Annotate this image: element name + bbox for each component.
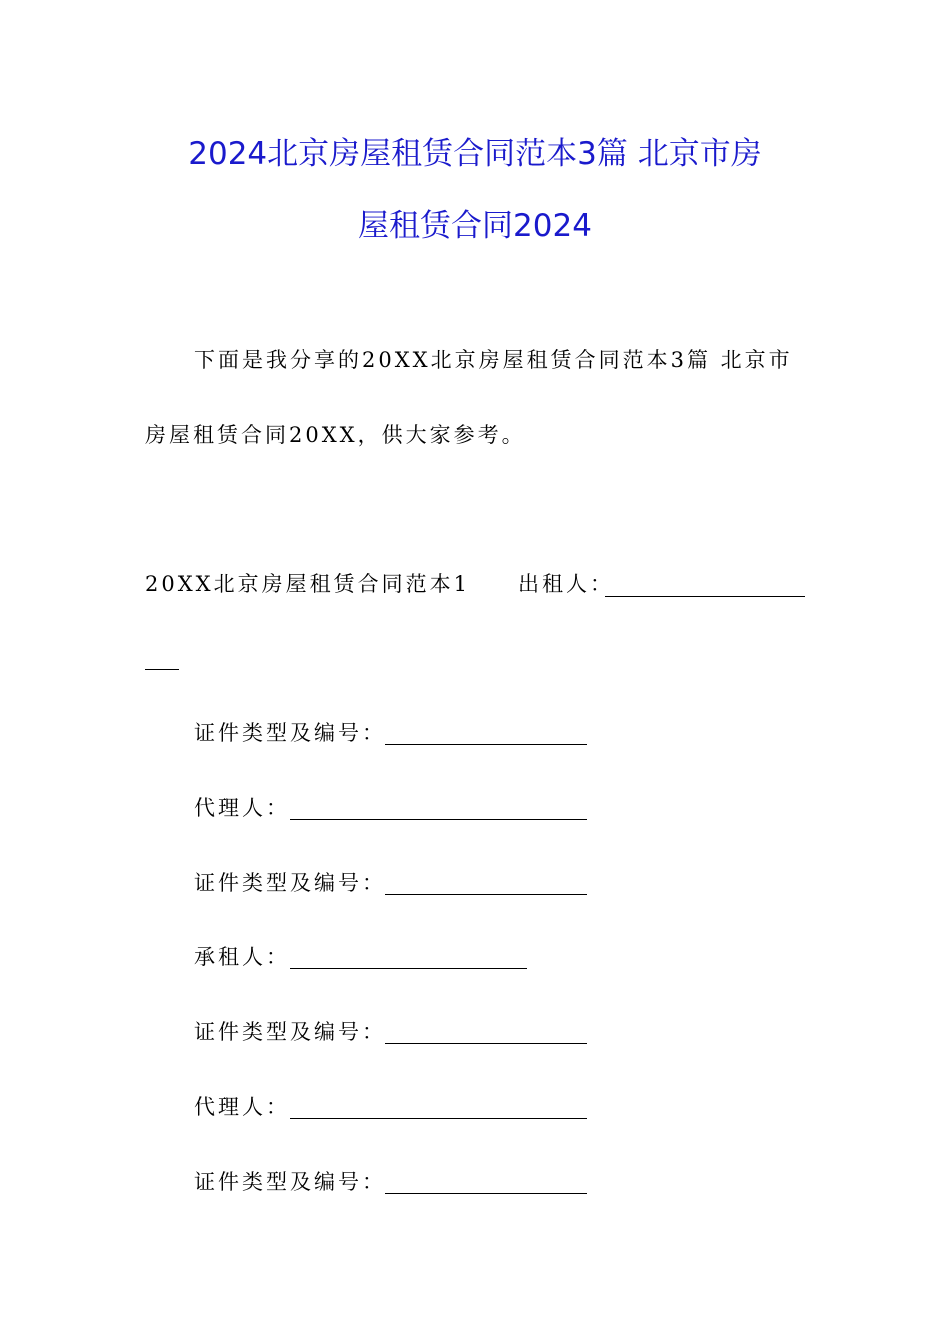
field-label: 证件类型及编号： <box>194 721 386 745</box>
intro-line-1: 下面是我分享的20XX北京房屋租赁合同范本3篇 北京市 <box>194 348 793 372</box>
field-blank[interactable] <box>385 726 587 745</box>
contract-heading-row <box>145 570 614 598</box>
field-blank[interactable] <box>290 950 527 969</box>
field-id-type-3 <box>194 1018 386 1046</box>
field-blank[interactable] <box>290 1100 587 1119</box>
contract-heading: 20XX北京房屋租赁合同范本1 <box>145 572 470 596</box>
lessor-blank-continued[interactable] <box>145 651 179 670</box>
lessor-blank[interactable] <box>605 578 805 597</box>
field-label: 代理人： <box>194 1095 290 1119</box>
field-label: 证件类型及编号： <box>194 1170 386 1194</box>
lessor-label: 出租人： <box>517 572 614 596</box>
field-label: 证件类型及编号： <box>194 871 386 895</box>
field-agent-1 <box>194 794 290 822</box>
field-blank[interactable] <box>385 1025 587 1044</box>
document-title-line-2: 屋租赁合同2024 <box>358 208 592 244</box>
field-label: 证件类型及编号： <box>194 1020 386 1044</box>
intro-line-2: 房屋租赁合同20XX，供大家参考。 <box>145 423 526 447</box>
field-blank[interactable] <box>385 1175 587 1194</box>
field-blank[interactable] <box>290 801 587 820</box>
field-id-type-1 <box>194 719 386 747</box>
field-lessee <box>194 943 290 971</box>
field-id-type-2 <box>194 869 386 897</box>
field-label: 代理人： <box>194 796 290 820</box>
document-title-line-1: 2024北京房屋租赁合同范本3篇 北京市房 <box>188 136 762 172</box>
field-agent-2 <box>194 1093 290 1121</box>
field-id-type-4 <box>194 1168 386 1196</box>
field-blank[interactable] <box>385 876 587 895</box>
field-label: 承租人： <box>194 945 290 969</box>
